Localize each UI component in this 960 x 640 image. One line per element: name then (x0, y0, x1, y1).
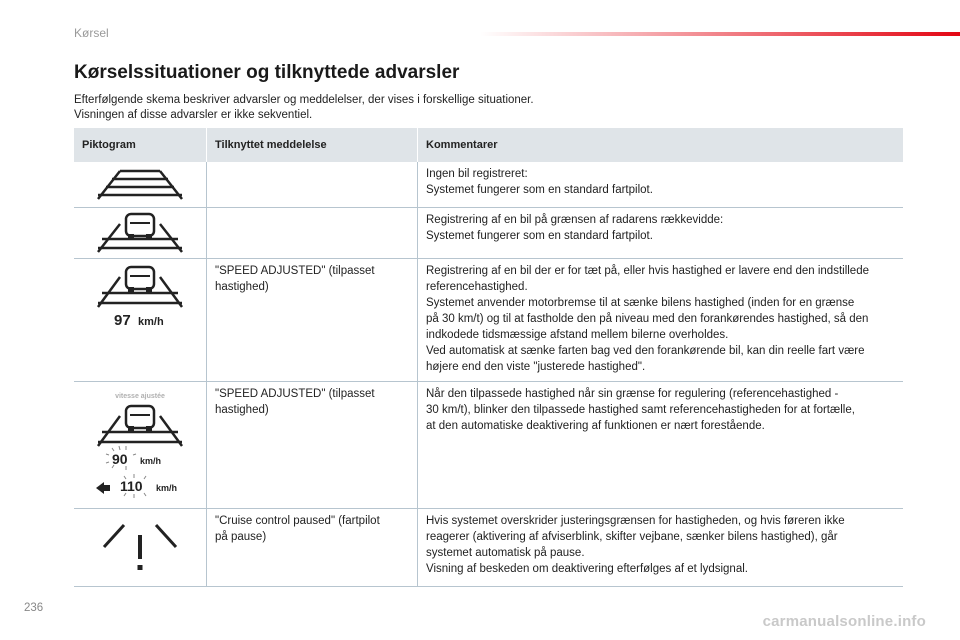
table-row (74, 258, 903, 381)
comment-line: Hvis systemet overskrider justeringsgrænsen for hastigheden, og hvis føreren ikke (426, 514, 845, 527)
icon-speed-value: 90 (112, 450, 128, 467)
header-comment: Kommentarer (418, 128, 904, 162)
car-speed-97-icon (92, 265, 188, 331)
message-cell (207, 207, 418, 258)
comment-line: højere end den viste "justerede hastighed". (426, 360, 646, 373)
header-message: Tilknyttet meddelelse (207, 128, 418, 162)
comment-line: Systemet fungerer som en standard fartpilot. (426, 229, 653, 242)
comment-line: Visning af beskeden om deaktivering efterfølges af et lydsignal. (426, 562, 748, 575)
comment-cell (418, 508, 904, 586)
intro-text (74, 93, 534, 123)
message-cell (207, 162, 418, 207)
comment-line: Systemet fungerer som en standard fartpilot. (426, 184, 653, 196)
comment-line: Ingen bil registreret: (426, 168, 528, 180)
message-cell (207, 381, 418, 508)
message-line: "SPEED ADJUSTED" (tilpasset (215, 264, 375, 277)
comment-line: referencehastighed. (426, 280, 528, 293)
cruise-paused-warning-icon (98, 517, 182, 575)
pictogram-cell (74, 508, 207, 586)
comment-line: indkodede tidsmæssige afstand mellem bilerne overholdes. (426, 328, 729, 341)
warnings-table (74, 128, 903, 587)
icon-speed-value-2: 110 (120, 477, 143, 494)
message-line: "SPEED ADJUSTED" (tilpasset (215, 387, 375, 400)
table-row (74, 207, 903, 258)
lane-lines-icon (94, 166, 186, 202)
table-row (74, 162, 903, 207)
table-header-row (74, 128, 903, 162)
message-line: på pause) (215, 530, 267, 543)
comment-cell (418, 162, 904, 207)
intro-line: Efterfølgende skema beskriver advarsler og meddelelser, der vises i forskellige situationer. (74, 94, 534, 106)
table-row (74, 381, 903, 508)
icon-caption: vitesse ajustée (115, 392, 165, 400)
comment-cell (418, 381, 904, 508)
message-line: hastighed) (215, 280, 269, 293)
intro-line: Visningen af disse advarsler er ikke sekventiel. (74, 109, 313, 121)
pictogram-cell (74, 207, 207, 258)
page-number: 236 (24, 602, 44, 614)
message-line: "Cruise control paused" (fartpilot (215, 514, 380, 527)
comment-line: Registrering af en bil der er for tæt på, eller hvis hastighed er lavere end den indstillede (426, 264, 869, 277)
comment-line: at den automatiske deaktivering af funktionen er nært forestående. (426, 419, 765, 432)
comment-line: Systemet anvender motorbremse til at sænke bilens hastighed (inden for en grænse (426, 296, 855, 309)
comment-cell (418, 258, 904, 381)
icon-speed-unit-2: km/h (156, 482, 178, 493)
page-title: Kørselssituationer og tilknyttede advarsler (74, 62, 460, 83)
comment-line: reagerer (aktivering af afviserblink, skifter vejbane, sænker bilens hastighed), går (426, 530, 838, 543)
message-line: hastighed) (215, 403, 269, 416)
car-in-lane-icon (94, 212, 186, 254)
icon-speed-unit: km/h (138, 315, 164, 328)
section-label: Kørsel (74, 26, 109, 40)
icon-speed-value: 97 (114, 311, 131, 329)
pictogram-cell (74, 162, 207, 207)
pictogram-cell (74, 381, 207, 508)
speed-adjusted-blinking-icon (90, 388, 190, 500)
comment-line: systemet automatisk på pause. (426, 546, 585, 559)
comment-line: Ved automatisk at sænke farten bag ved den forankørende bil, kan din reelle fart være (426, 344, 865, 357)
speed-limit-arrow-icon (96, 482, 110, 494)
message-cell (207, 258, 418, 381)
pictogram-cell (74, 258, 207, 381)
comment-line: 30 km/t), blinker den tilpassede hastighed samt referencehastigheden for at fortælle, (426, 403, 855, 416)
message-cell (207, 508, 418, 586)
table-row (74, 508, 903, 586)
comment-line: Når den tilpassede hastighed når sin grænse for regulering (referencehastighed - (426, 387, 839, 400)
top-accent-bar (480, 32, 960, 36)
comment-line: Registrering af en bil på grænsen af radarens rækkevidde: (426, 213, 724, 226)
watermark: carmanualsonline.info (762, 613, 926, 630)
comment-line: på 30 km/t) og til at fastholde den på niveau med den forankørendes hastighed, så den (426, 312, 869, 325)
header-pictogram: Piktogram (74, 128, 207, 162)
icon-speed-unit: km/h (140, 455, 162, 466)
comment-cell (418, 207, 904, 258)
